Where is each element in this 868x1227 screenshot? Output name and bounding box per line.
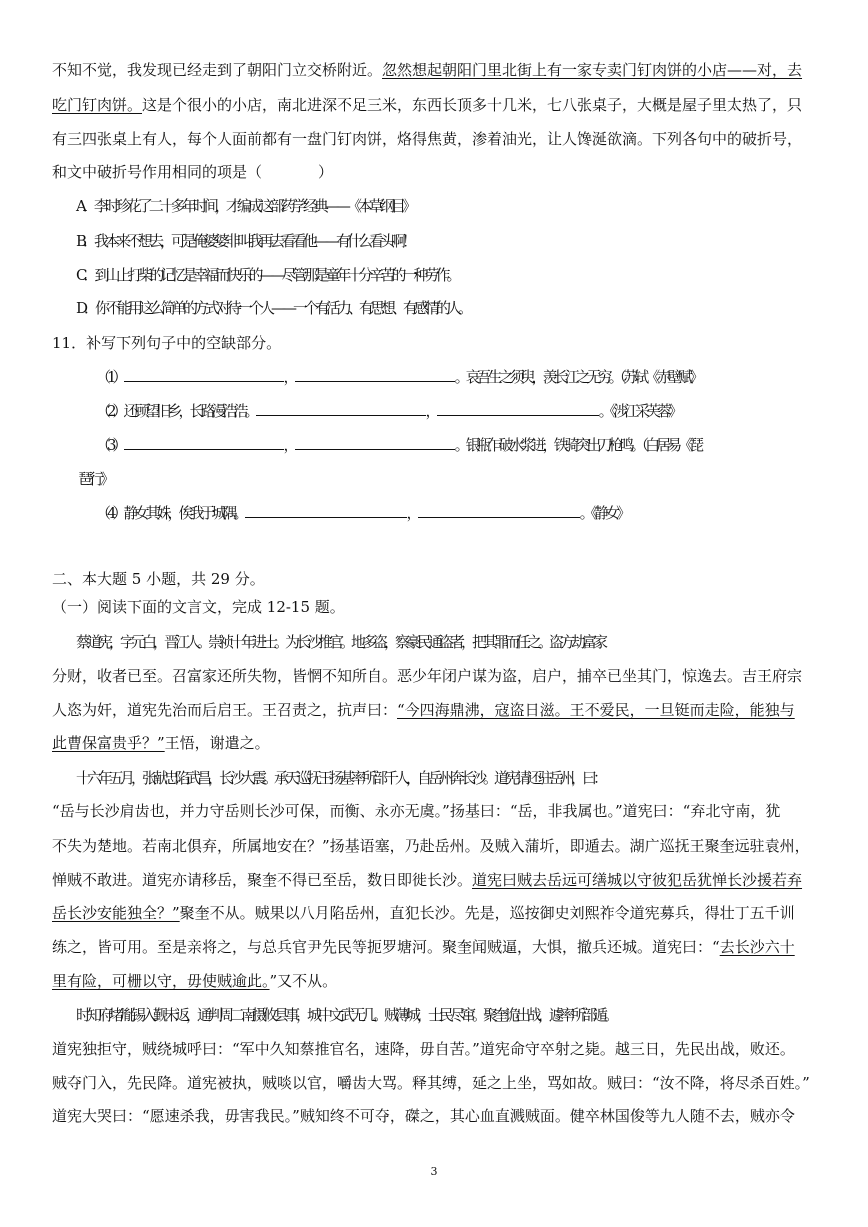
wenyan-line	[52, 870, 822, 890]
passage-text: 这是个很小的小店，南北进深不足三米，东西长顶多十几米，七八张桌子，大概是屋子里太热了，只	[142, 96, 803, 114]
item-text: 。《涉江采芙蓉》	[598, 402, 680, 420]
item-text: 。银瓶乍破水浆迸，铁骑突出刀枪鸣。（白居易《琵	[454, 436, 701, 454]
passage-line-1	[52, 60, 822, 80]
wenyan-line: 道宪独拒守，贼绕城呼曰：“军中久知蔡推官名，速降，毋自苦。”道宪命守卒射之毙。越三日，先民出战，败还。	[52, 1040, 795, 1058]
item-text: （2）还顾望旧乡，长路漫浩浩。	[96, 402, 256, 420]
item-text: （4）静女其姝，俟我于城隅。	[96, 504, 245, 522]
question-11-title: 11．补写下列句子中的空缺部分。	[52, 334, 282, 352]
wenyan-line: 蔡道宪，字元白，晋江人。崇祯十年进士。为长沙推官。地多盗，察豪民通盗者，把其罪而任之。盗方劫富家	[76, 633, 605, 651]
question-stem-text: 和文中破折号作用相同的项是（	[52, 163, 263, 181]
underlined-text: 道宪曰贼去岳远可缮城以守彼犯岳犹惮长沙援若弃	[472, 871, 803, 889]
q11-item-1	[96, 367, 866, 387]
wenyan-line	[52, 903, 822, 923]
passage-text: 聚奎不从。贼果以八月陷岳州，直犯长沙。先是，巡按御史刘熙祚令道宪募兵，得壮丁五千训	[179, 904, 795, 922]
question-stem	[52, 162, 822, 182]
item-label: （1）	[96, 368, 124, 386]
underlined-text: “今四海鼎沸，寇盗日滋。王不爱民，一旦铤而走险，能独与	[397, 701, 795, 719]
q11-item-2	[96, 401, 866, 421]
underlined-text: 里有险，可栅以守，毋使贼逾此。	[52, 972, 270, 990]
wenyan-line: 不失为楚地。若南北俱弃，所属地安在？”扬基语塞，乃赴岳州。及贼入蒲圻，即遁去。湖广巡抚王聚奎远驻袁州，	[52, 837, 810, 855]
option-a: A．李时珍花了二十多年时间，才编成这部药学经典——《本草纲目》	[76, 197, 413, 215]
fill-blank[interactable]	[124, 367, 284, 382]
passage-line-3: 有三四张桌上有人，每个人面前都有一盘门钉肉饼，烙得焦黄，渗着油光，让人馋涎欲滴。下列各句中的破折号，	[52, 130, 803, 148]
wenyan-line	[52, 971, 822, 991]
passage-text: 人恣为奸，道宪先治而后启王。王召责之，抗声曰：	[52, 701, 398, 719]
fill-blank[interactable]	[124, 435, 284, 450]
fill-blank[interactable]	[437, 401, 599, 416]
passage-text: ”又不从。	[269, 972, 338, 990]
item-label: （3）	[96, 436, 124, 454]
passage-line-2	[52, 95, 822, 115]
fill-blank[interactable]	[295, 367, 455, 382]
wenyan-line: 道宪大哭曰：“愿速杀我，毋害我民。”贼知终不可夺，磔之，其心血直溅贼面。健卒林国俊等九人随不去，贼亦令	[52, 1107, 795, 1125]
close-paren: ）	[318, 163, 334, 181]
wenyan-line	[52, 733, 822, 753]
passage-text: 王悟，谢遣之。	[164, 734, 270, 752]
underlined-text: 去长沙六十	[719, 938, 795, 956]
fill-blank[interactable]	[245, 503, 407, 518]
q11-item-3	[96, 435, 866, 455]
comma: ，	[406, 504, 418, 522]
fill-blank[interactable]	[418, 503, 580, 518]
wenyan-line: “岳与长沙肩齿也，并力守岳则长沙可保，而衡、永亦无虞。”扬基曰：“岳，非我属也。”道宪曰：“弃北守南，犹	[52, 802, 781, 820]
wenyan-line: 时知府堵胤锡入觐未返，通判周二南摄攸县事，城中文武无几。贼薄城，士民尽窜。聚奎诡出战，遽率所部遁。	[76, 1006, 616, 1024]
item-text: 。《静女》	[579, 504, 628, 522]
wenyan-line: 十六年五月，张献忠陷武昌，长沙大震。承天巡抚王扬基率所部千人，自岳州奔长沙。道宪请还驻岳州，曰：	[76, 769, 605, 787]
q11-item-3-cont: 琶行》	[78, 470, 112, 488]
passage-text: 不知不觉，我发现已经走到了朝阳门立交桥附近。	[52, 61, 383, 79]
wenyan-line	[52, 937, 822, 957]
wenyan-line	[52, 700, 822, 720]
wenyan-line: 贼夺门入，先民降。道宪被执，贼啖以官，嚼齿大骂。释其缚，延之上坐，骂如故。贼曰：“汝不降，将尽杀百姓。”	[52, 1074, 810, 1092]
fill-blank[interactable]	[256, 401, 426, 416]
underlined-text: 此曹保富贵乎？”	[52, 734, 165, 752]
underlined-text: 吃门钉肉饼。	[52, 96, 143, 114]
option-b: B．我本来不想去，可是俺婆婆非叫我再去看看他——有什么看头啊！	[76, 232, 414, 250]
option-d: D．你不能用这么简单的方式对待一个人——一个有活力、有思想、有感情的人。	[76, 299, 470, 317]
q11-item-4	[96, 503, 866, 523]
section-2-subtitle: （一）阅读下面的文言文，完成 12-15 题。	[52, 598, 345, 616]
comma: ，	[283, 436, 295, 454]
option-c: C．到山上打柴的记忆是幸福而快乐的——尽管那是童年十分辛苦的一种劳作。	[76, 266, 458, 284]
item-text: 。哀吾生之须臾，羡长江之无穷。（苏轼《赤壁赋》	[454, 368, 701, 386]
page-number: 3	[430, 1165, 438, 1178]
fill-blank[interactable]	[295, 435, 455, 450]
passage-text: 惮贼不敢进。道宪亦请移岳，聚奎不得已至岳，数日即徙长沙。	[52, 871, 473, 889]
underlined-text: 忽然想起朝阳门里北街上有一家专卖门钉肉饼的小店——对，去	[382, 61, 803, 79]
comma: ，	[425, 402, 437, 420]
comma: ，	[283, 368, 295, 386]
section-2-title: 二、本大题 5 小题，共 29 分。	[52, 570, 265, 588]
wenyan-line: 分财，收者已至。召富家还所失物，皆惘不知所自。恶少年闭户谋为盗，启户，捕卒已坐其门，惊逸去。吉王府宗	[52, 667, 803, 685]
passage-text: 练之，皆可用。至是亲将之，与总兵官尹先民等扼罗塘河。聚奎闻贼逼，大惧，撤兵还城。道宪曰：“	[52, 938, 720, 956]
underlined-text: 岳长沙安能独全？”	[52, 904, 180, 922]
